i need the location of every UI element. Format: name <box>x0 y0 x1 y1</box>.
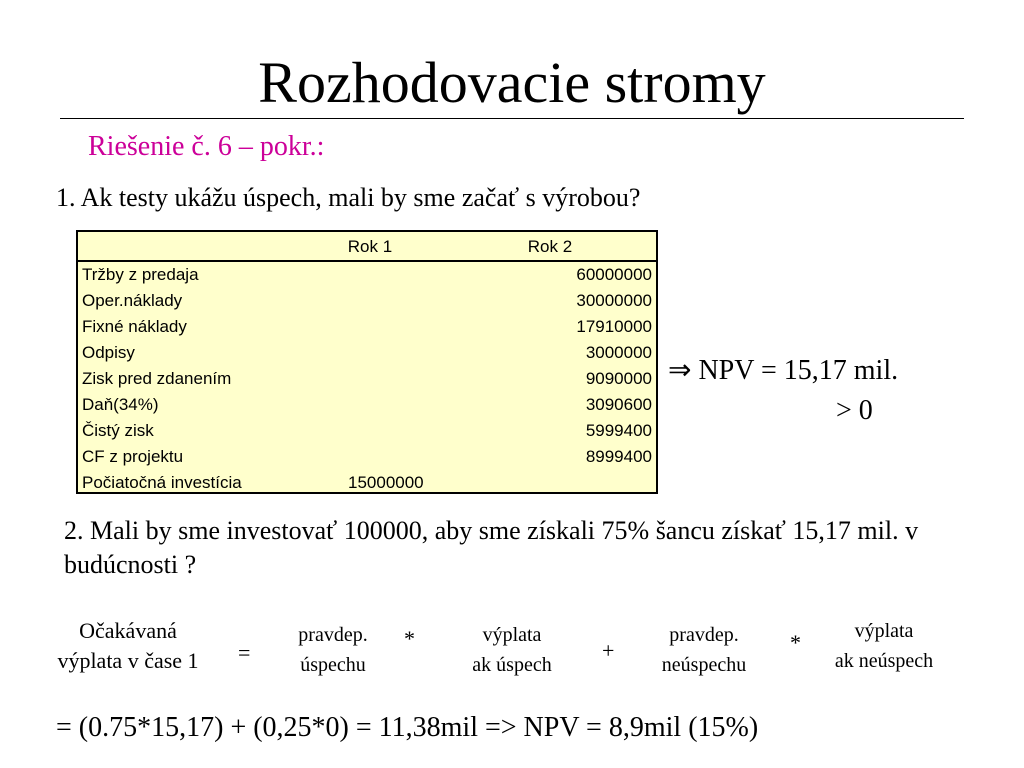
table-row <box>78 340 656 366</box>
column-header-year1: Rok 1 <box>347 237 393 256</box>
prob-success-term <box>278 620 388 680</box>
column-header-year2: Rok 2 <box>527 237 573 256</box>
payoff-success-line1: výplata <box>482 624 542 646</box>
final-calculation: = (0.75*15,17) + (0,25*0) = 11,38mil => NPV = 8,9mil (15%) <box>56 712 759 743</box>
row-label: Odpisy <box>82 343 135 362</box>
payoff-fail-term <box>816 616 952 676</box>
row-label: Daň(34%) <box>82 395 159 414</box>
payoff-fail-line1: výplata <box>854 620 914 642</box>
payoff-success-line2: ak úspech <box>472 654 552 676</box>
npv-positive: > 0 <box>836 395 873 426</box>
multiply-sign-1: * <box>404 626 415 651</box>
payoff-success-term <box>450 620 574 680</box>
prob-fail-line1: pravdep. <box>669 624 739 646</box>
prob-fail-line2: neúspechu <box>661 654 747 676</box>
row-label: Fixné náklady <box>82 317 187 336</box>
table-row <box>78 262 656 288</box>
cell-year2: 60000000 <box>576 265 652 284</box>
npv-result: ⇒ NPV = 15,17 mil. <box>668 355 899 386</box>
solution-subtitle: Riešenie č. 6 – pokr.: <box>88 131 325 162</box>
cashflow-table <box>76 230 658 494</box>
prob-success-line2: úspechu <box>300 654 366 676</box>
table-row <box>78 392 656 418</box>
cell-year2: 3000000 <box>585 343 652 362</box>
row-label: Počiatočná investícia <box>82 473 242 492</box>
equals-sign: = <box>238 640 251 665</box>
cell-year2: 30000000 <box>576 291 652 310</box>
row-label: Tržby z predaja <box>82 265 199 284</box>
row-label: CF z projektu <box>82 447 184 466</box>
table-row <box>78 444 656 470</box>
plus-sign: + <box>602 638 615 663</box>
row-label: Čistý zisk <box>82 421 154 440</box>
prob-success-line1: pravdep. <box>298 624 368 646</box>
expected-payoff-line1: Očakávaná <box>79 618 177 643</box>
expected-payoff-line2: výplata v čase 1 <box>57 648 199 673</box>
cell-year2: 5999400 <box>585 421 652 440</box>
table-header <box>78 232 656 262</box>
title-divider <box>60 118 964 119</box>
payoff-fail-line2: ak neúspech <box>834 650 934 672</box>
row-label: Oper.náklady <box>82 291 183 310</box>
slide-title: Rozhodovacie stromy <box>258 50 766 115</box>
table-row <box>78 314 656 340</box>
cell-year2: 8999400 <box>585 447 652 466</box>
table-row <box>78 366 656 392</box>
row-label: Zisk pred zdanením <box>82 369 232 388</box>
expected-payoff-term <box>30 616 226 676</box>
cell-year1: 15000000 <box>348 473 424 492</box>
prob-fail-term <box>640 620 768 680</box>
table-row <box>78 288 656 314</box>
cell-year2: 3090600 <box>585 395 652 414</box>
cell-year2: 17910000 <box>576 317 652 336</box>
table-row <box>78 470 656 496</box>
table-row <box>78 418 656 444</box>
multiply-sign-2: * <box>790 630 801 655</box>
cell-year2: 9090000 <box>585 369 652 388</box>
question-1: 1. Ak testy ukážu úspech, mali by sme začať s výrobou? <box>56 183 641 212</box>
question-2: 2. Mali by sme investovať 100000, aby sme získali 75% šancu získať 15,17 mil. v budúcnosti ? <box>64 516 919 579</box>
